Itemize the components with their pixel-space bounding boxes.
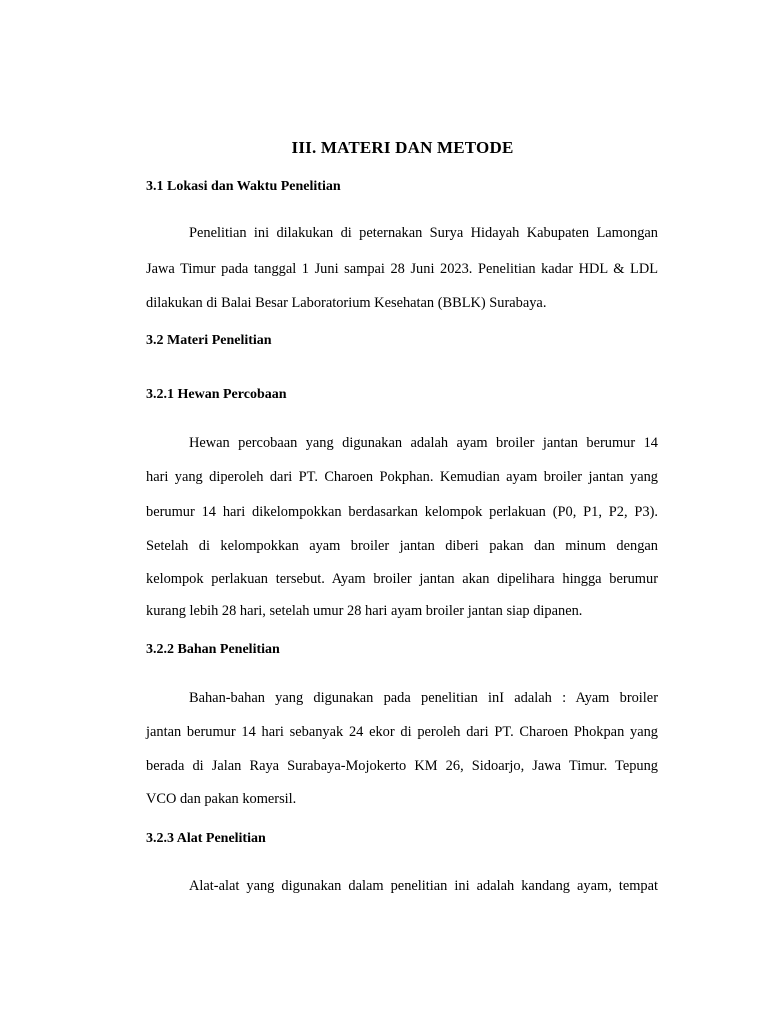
paragraph-line: hari yang diperoleh dari PT. Charoen Pokphan. Kemudian ayam broiler jantan yang <box>146 469 658 485</box>
paragraph-line: Bahan-bahan yang digunakan pada penelitian inI adalah : Ayam broiler <box>189 690 658 706</box>
chapter-title: III. MATERI DAN METODE <box>291 138 514 157</box>
paragraph-line: VCO dan pakan komersil. <box>146 791 297 807</box>
section-heading-3-2-2: 3.2.2 Bahan Penelitian <box>146 642 280 657</box>
paragraph-line: dilakukan di Balai Besar Laboratorium Kesehatan (BBLK) Surabaya. <box>146 295 547 311</box>
paragraph-line: berada di Jalan Raya Surabaya-Mojokerto KM 26, Sidoarjo, Jawa Timur. Tepung <box>146 758 658 774</box>
section-heading-3-2-3: 3.2.3 Alat Penelitian <box>146 831 266 846</box>
paragraph-line: kelompok perlakuan tersebut. Ayam broiler jantan akan dipelihara hingga berumur <box>146 571 658 587</box>
paragraph-line: kurang lebih 28 hari, setelah umur 28 hari ayam broiler jantan siap dipanen. <box>146 603 583 619</box>
paragraph-line: berumur 14 hari dikelompokkan berdasarkan kelompok perlakuan (P0, P1, P2, P3). <box>146 504 658 520</box>
paragraph-line: Alat-alat yang digunakan dalam penelitian ini adalah kandang ayam, tempat <box>189 878 658 894</box>
section-heading-3-2-1: 3.2.1 Hewan Percobaan <box>146 387 287 402</box>
section-heading-3-2: 3.2 Materi Penelitian <box>146 333 272 348</box>
paragraph-line: Jawa Timur pada tanggal 1 Juni sampai 28 Juni 2023. Penelitian kadar HDL & LDL <box>146 261 658 277</box>
paragraph-line: Hewan percobaan yang digunakan adalah ayam broiler jantan berumur 14 <box>189 435 658 451</box>
section-heading-3-1: 3.1 Lokasi dan Waktu Penelitian <box>146 179 341 194</box>
paragraph-line: jantan berumur 14 hari sebanyak 24 ekor di peroleh dari PT. Charoen Phokpan yang <box>146 724 658 740</box>
paragraph-line: Penelitian ini dilakukan di peternakan Surya Hidayah Kabupaten Lamongan <box>189 225 658 241</box>
paragraph-line: Setelah di kelompokkan ayam broiler jantan diberi pakan dan minum dengan <box>146 538 658 554</box>
